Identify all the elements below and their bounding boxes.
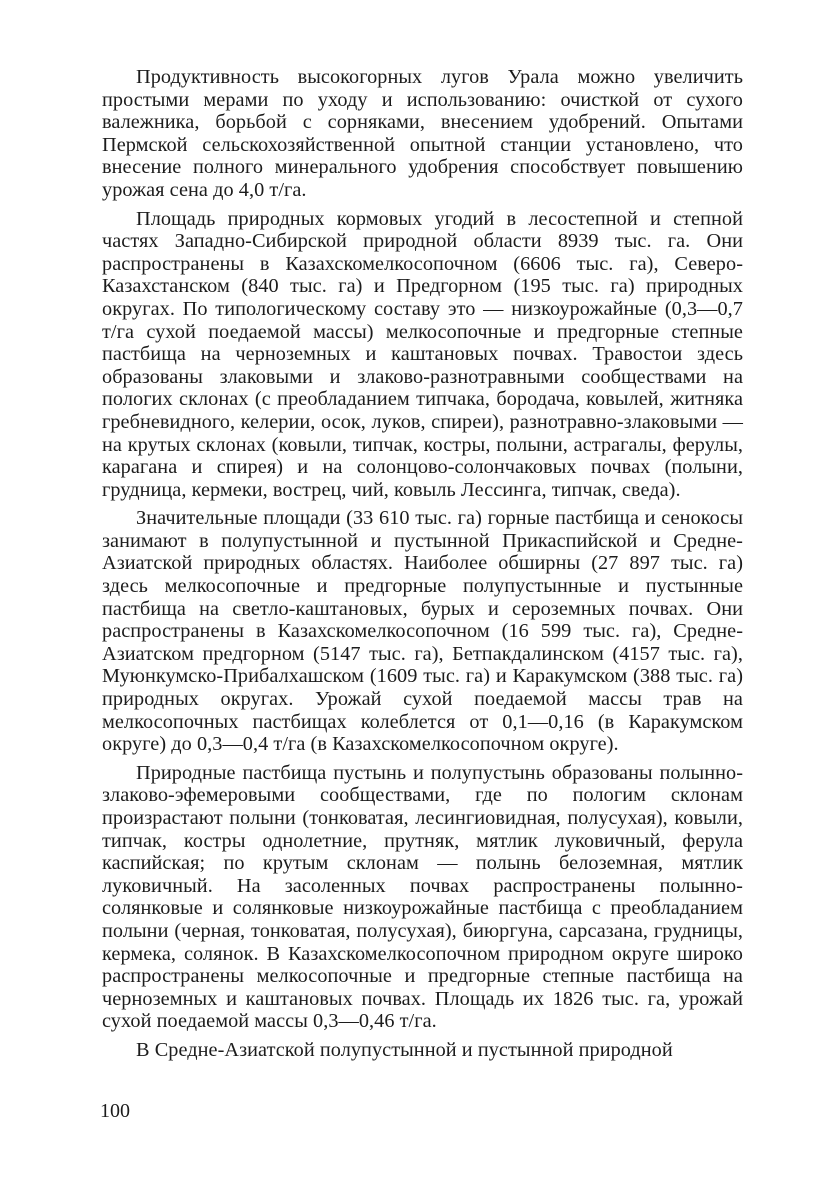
body-text <box>102 66 743 1062</box>
paragraph-central-asian-start: В Средне-Азиатской полупустынной и пустынной природной <box>136 1038 673 1061</box>
paragraph-mountain-pastures: Значительные площади (33 610 тыс. га) горные пастбища и сенокосы занимают в полупустынной и пустынной Прикаспийской и Средне-Азиатской природных областях. Наиболее обширны (27 897 тыс. га) здесь мелкосопочные и предгорные полупустынные и пустынные пастбища на светло-каштановых, бурых и сероземных почвах. Они распространены в Казахскомелкосопочном (16 599 тыс. га), Средне-Азиатском предгорном (5147 тыс. га), Бетпакдалинском (4157 тыс. га), Муюнкумско-Прибалхашском (1609 тыс. га) и Каракумском (388 тыс. га) природных округах. Урожай сухой поедаемой массы трав на мелкосопочных пастбищах колеблется от 0,1—0,16 (в Каракумском округе) до 0,3—0,4 т/га (в Казахскомелкосопочном округе). <box>102 507 743 756</box>
page-number: 100 <box>100 1100 130 1122</box>
paragraph-west-siberian-forage: Площадь природных кормовых угодий в лесостепной и степной частях Западно-Сибирской природной области 8939 тыс. га. Они распространены в Казахскомелкосопочном (6606 тыс. га), Северо-Казахстанском (840 тыс. га) и Предгорном (195 тыс. га) природных округах. По типологическому составу это — низкоурожайные (0,3—0,7 т/га сухой поедаемой массы) мелкосопочные и предгорные степные пастбища на черноземных и каштановых почвах. Травостои здесь образованы злаковыми и злаково-разнотравными сообществами на пологих склонах (с преобладанием типчака, бородача, ковылей, житняка гребневидного, келерии, осок, луков, спиреи), разнотравно-злаковыми — на крутых склонах (ковыли, типчак, костры, полыни, астрагалы, ферулы, карагана и спирея) и на солонцово-солончаковых почвах (полыни, грудница, кермеки, вострец, чий, ковыль Лессинга, типчак, сведа). <box>102 207 743 501</box>
paragraph-desert-pastures: Природные пастбища пустынь и полупустынь образованы полынно-злаково-эфемеровыми сообществами, где по пологим склонам произрастают полыни (тонковатая, лесингиовидная, полусухая), ковыли, типчак, костры однолетние, прутняк, мятлик луковичный, ферула каспийская; по крутым склонам — полынь белоземная, мятлик луковичный. На засоленных почвах распространены полынно-солянковые и солянковые низкоурожайные пастбища с преобладанием полыни (черная, тонковатая, полусухая), биюргуна, сарсазана, грудницы, кермека, солянок. В Казахскомелкосопочном природном округе широко распространены мелкосопочные и предгорные степные пастбища на черноземных и каштановых почвах. Площадь их 1826 тыс. га, урожай сухой поедаемой массы 0,3—0,46 т/га. <box>102 761 743 1033</box>
paragraph-ural-meadows: Продуктивность высокогорных лугов Урала можно увеличить простыми мерами по уходу и использованию: очисткой от сухого валежника, борьбой с сорняками, внесением удобрений. Опытами Пермской сельскохозяйственной опытной станции установлено, что внесение полного минерального удобрения способствует повышению урожая сена до 4,0 т/га. <box>102 66 743 201</box>
